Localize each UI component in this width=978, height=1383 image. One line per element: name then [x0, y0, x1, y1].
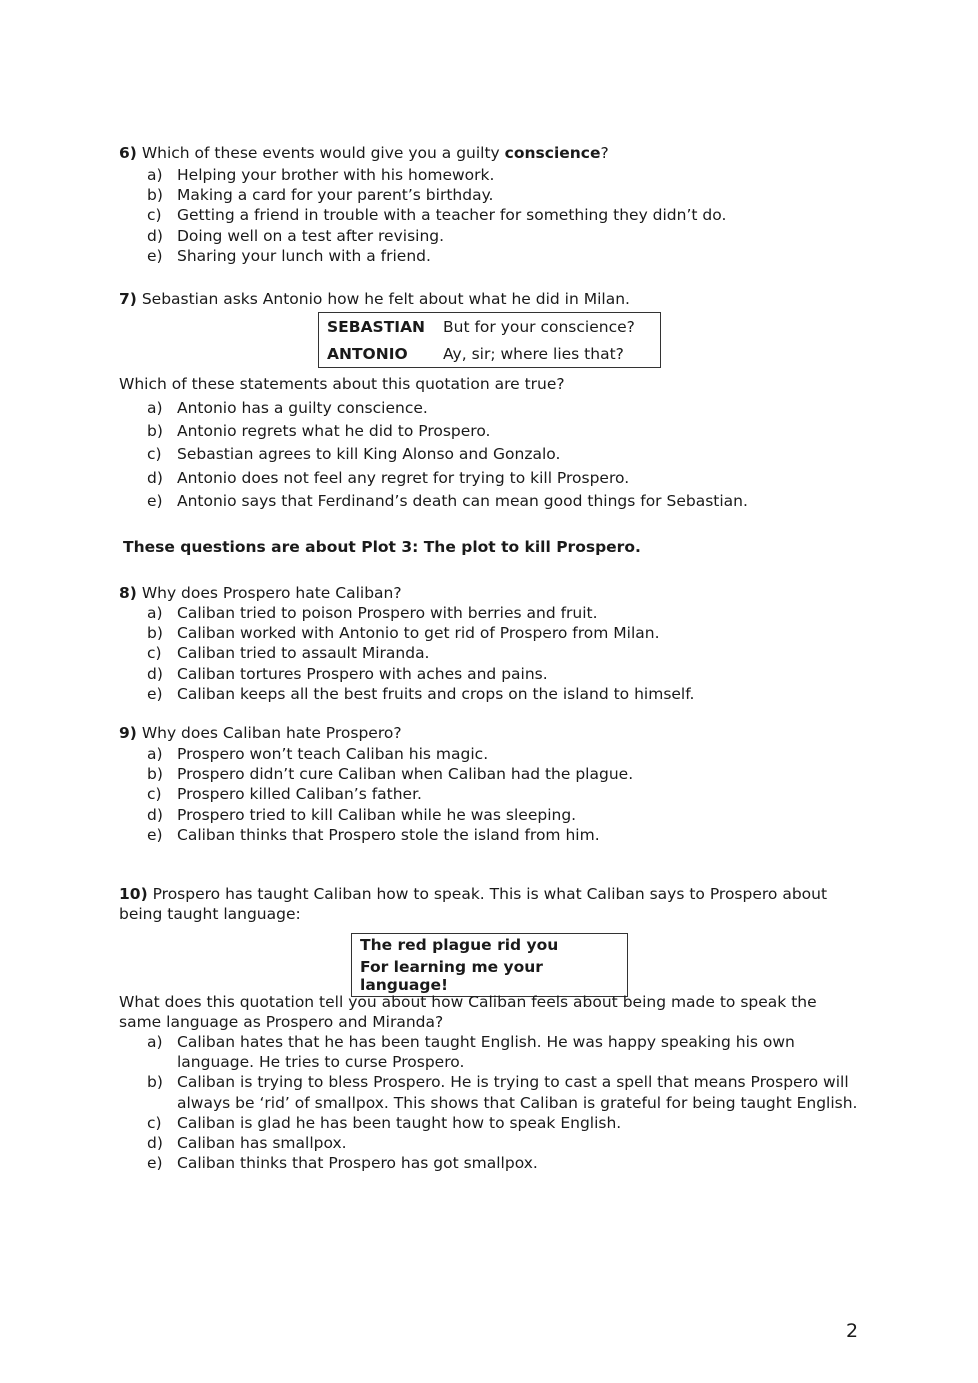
option-text: Antonio has a guilty conscience.: [177, 399, 428, 417]
q10-options: [147, 1032, 867, 1173]
q10-stem: [119, 884, 849, 924]
q10-option: [147, 1072, 867, 1112]
quote-row: [352, 934, 628, 957]
option-text: Caliban is glad he has been taught how to speak English.: [177, 1113, 622, 1132]
q7-intro: Sebastian asks Antonio how he felt about what he did in Milan.: [141, 290, 630, 308]
option-text: Antonio regrets what he did to Prospero.: [177, 422, 491, 441]
q8-stem: [119, 583, 402, 603]
option-letter: c): [147, 445, 162, 464]
option-letter: a): [147, 166, 163, 184]
option-text: Prospero killed Caliban’s father.: [177, 785, 422, 804]
q9-option: [147, 825, 867, 845]
q7-option: [147, 490, 867, 513]
q7-option: [147, 397, 867, 420]
q7-option: [147, 443, 867, 466]
q10-intro: Prospero has taught Caliban how to speak. This is what Caliban says to Prospero about being taught language:: [119, 885, 828, 923]
q8-option: [147, 603, 867, 623]
q6-text: Which of these events would give you a guilty: [141, 144, 505, 162]
option-letter: a): [147, 745, 163, 763]
q10-option: [147, 1113, 867, 1133]
option-text: Caliban tried to assault Miranda.: [177, 644, 430, 663]
q10-option: [147, 1153, 867, 1173]
option-letter: b): [147, 624, 163, 643]
q8-option: [147, 643, 867, 663]
option-text: Helping your brother with his homework.: [177, 166, 495, 184]
q10-question: What does this quotation tell you about how Caliban feels about being made to speak the same language as Prospero and Miranda?: [119, 993, 817, 1031]
option-letter: a): [147, 399, 163, 417]
q6-stem: [119, 143, 609, 163]
q9-number: 9): [119, 724, 137, 742]
option-letter: b): [147, 765, 163, 784]
quote-row: [319, 340, 661, 368]
option-letter: e): [147, 825, 163, 844]
q10-option: [147, 1133, 867, 1153]
option-letter: c): [147, 206, 162, 225]
option-text: Prospero won’t teach Caliban his magic.: [177, 745, 489, 763]
q7-question: Which of these statements about this quotation are true?: [119, 375, 565, 393]
option-text: Doing well on a test after revising.: [177, 226, 445, 245]
q9-stem: [119, 723, 402, 743]
option-letter: d): [147, 226, 163, 245]
q7-option: [147, 467, 867, 490]
option-letter: a): [147, 604, 163, 622]
q7-number: 7): [119, 290, 137, 308]
option-text: Caliban hates that he has been taught English. He was happy speaking his own language. He tries to curse Prospero.: [177, 1033, 795, 1072]
q6-options: [147, 165, 867, 266]
option-letter: e): [147, 491, 163, 510]
q8-number: 8): [119, 584, 137, 602]
q8-text: Why does Prospero hate Caliban?: [141, 584, 402, 602]
option-letter: c): [147, 785, 162, 804]
option-text: Sebastian agrees to kill King Alonso and Gonzalo.: [177, 445, 561, 464]
q10-quote-box: [351, 933, 628, 997]
q7-option: [147, 420, 867, 443]
q10-number: 10): [119, 885, 148, 903]
option-letter: b): [147, 422, 163, 441]
q7-stem: [119, 289, 630, 309]
option-text: Caliban thinks that Prospero stole the island from him.: [177, 825, 600, 844]
q7-quote-box: [318, 312, 661, 368]
option-text: Caliban is trying to bless Prospero. He is trying to cast a spell that means Prospero will always be ‘rid’ of smallpox. This shows that Caliban is grateful for being taught English.: [177, 1073, 858, 1112]
quote-line: The red plague rid you: [360, 936, 559, 954]
q6-number: 6): [119, 144, 137, 162]
option-text: Antonio says that Ferdinand’s death can mean good things for Sebastian.: [177, 491, 748, 510]
page-number: 2: [846, 1320, 859, 1342]
option-text: Caliban worked with Antonio to get rid of Prospero from Milan.: [177, 624, 660, 643]
q8-option: [147, 684, 867, 704]
option-letter: e): [147, 684, 163, 703]
q9-option: [147, 764, 867, 784]
quote-speaker: SEBASTIAN: [327, 317, 426, 336]
option-letter: d): [147, 1134, 163, 1153]
option-text: Prospero tried to kill Caliban while he was sleeping.: [177, 805, 577, 824]
option-text: Making a card for your parent’s birthday.: [177, 186, 494, 205]
option-letter: b): [147, 1073, 163, 1092]
option-text: Caliban keeps all the best fruits and crops on the island to himself.: [177, 684, 695, 703]
q8-options: [147, 603, 867, 704]
section-heading: These questions are about Plot 3: The plot to kill Prospero.: [123, 538, 641, 556]
option-letter: e): [147, 246, 163, 265]
q6-option: [147, 165, 867, 185]
option-text: Caliban tried to poison Prospero with berries and fruit.: [177, 604, 598, 622]
option-text: Caliban has smallpox.: [177, 1134, 347, 1153]
option-letter: c): [147, 1113, 162, 1132]
option-letter: b): [147, 186, 163, 205]
quote-line: Ay, sir; where lies that?: [443, 344, 624, 363]
q9-options: [147, 744, 867, 845]
option-letter: c): [147, 644, 162, 663]
q6-option: [147, 185, 867, 205]
q6-option: [147, 246, 867, 266]
q10-option: [147, 1032, 867, 1072]
option-letter: a): [147, 1033, 163, 1051]
option-text: Antonio does not feel any regret for trying to kill Prospero.: [177, 468, 630, 487]
q6-mark: ?: [600, 144, 609, 162]
option-text: Sharing your lunch with a friend.: [177, 246, 431, 265]
q6-option: [147, 205, 867, 225]
q8-option: [147, 664, 867, 684]
quote-row: [319, 313, 661, 341]
q9-option: [147, 784, 867, 804]
option-text: Caliban tortures Prospero with aches and pains.: [177, 664, 548, 683]
q9-option: [147, 805, 867, 825]
option-letter: e): [147, 1154, 163, 1173]
q9-option: [147, 744, 867, 764]
quote-line: For learning me your language!: [360, 958, 543, 994]
q6-option: [147, 226, 867, 246]
option-text: Caliban thinks that Prospero has got smallpox.: [177, 1154, 538, 1173]
option-letter: d): [147, 664, 163, 683]
option-letter: d): [147, 805, 163, 824]
option-text: Prospero didn’t cure Caliban when Caliban had the plague.: [177, 765, 634, 784]
quote-row: [352, 956, 628, 997]
q7-options: [147, 397, 867, 513]
q8-option: [147, 623, 867, 643]
quote-speaker: ANTONIO: [327, 344, 408, 363]
option-letter: d): [147, 468, 163, 487]
q6-keyword: conscience: [504, 144, 601, 162]
quote-line: But for your conscience?: [443, 317, 635, 336]
option-text: Getting a friend in trouble with a teacher for something they didn’t do.: [177, 206, 727, 225]
q9-text: Why does Caliban hate Prospero?: [141, 724, 402, 742]
